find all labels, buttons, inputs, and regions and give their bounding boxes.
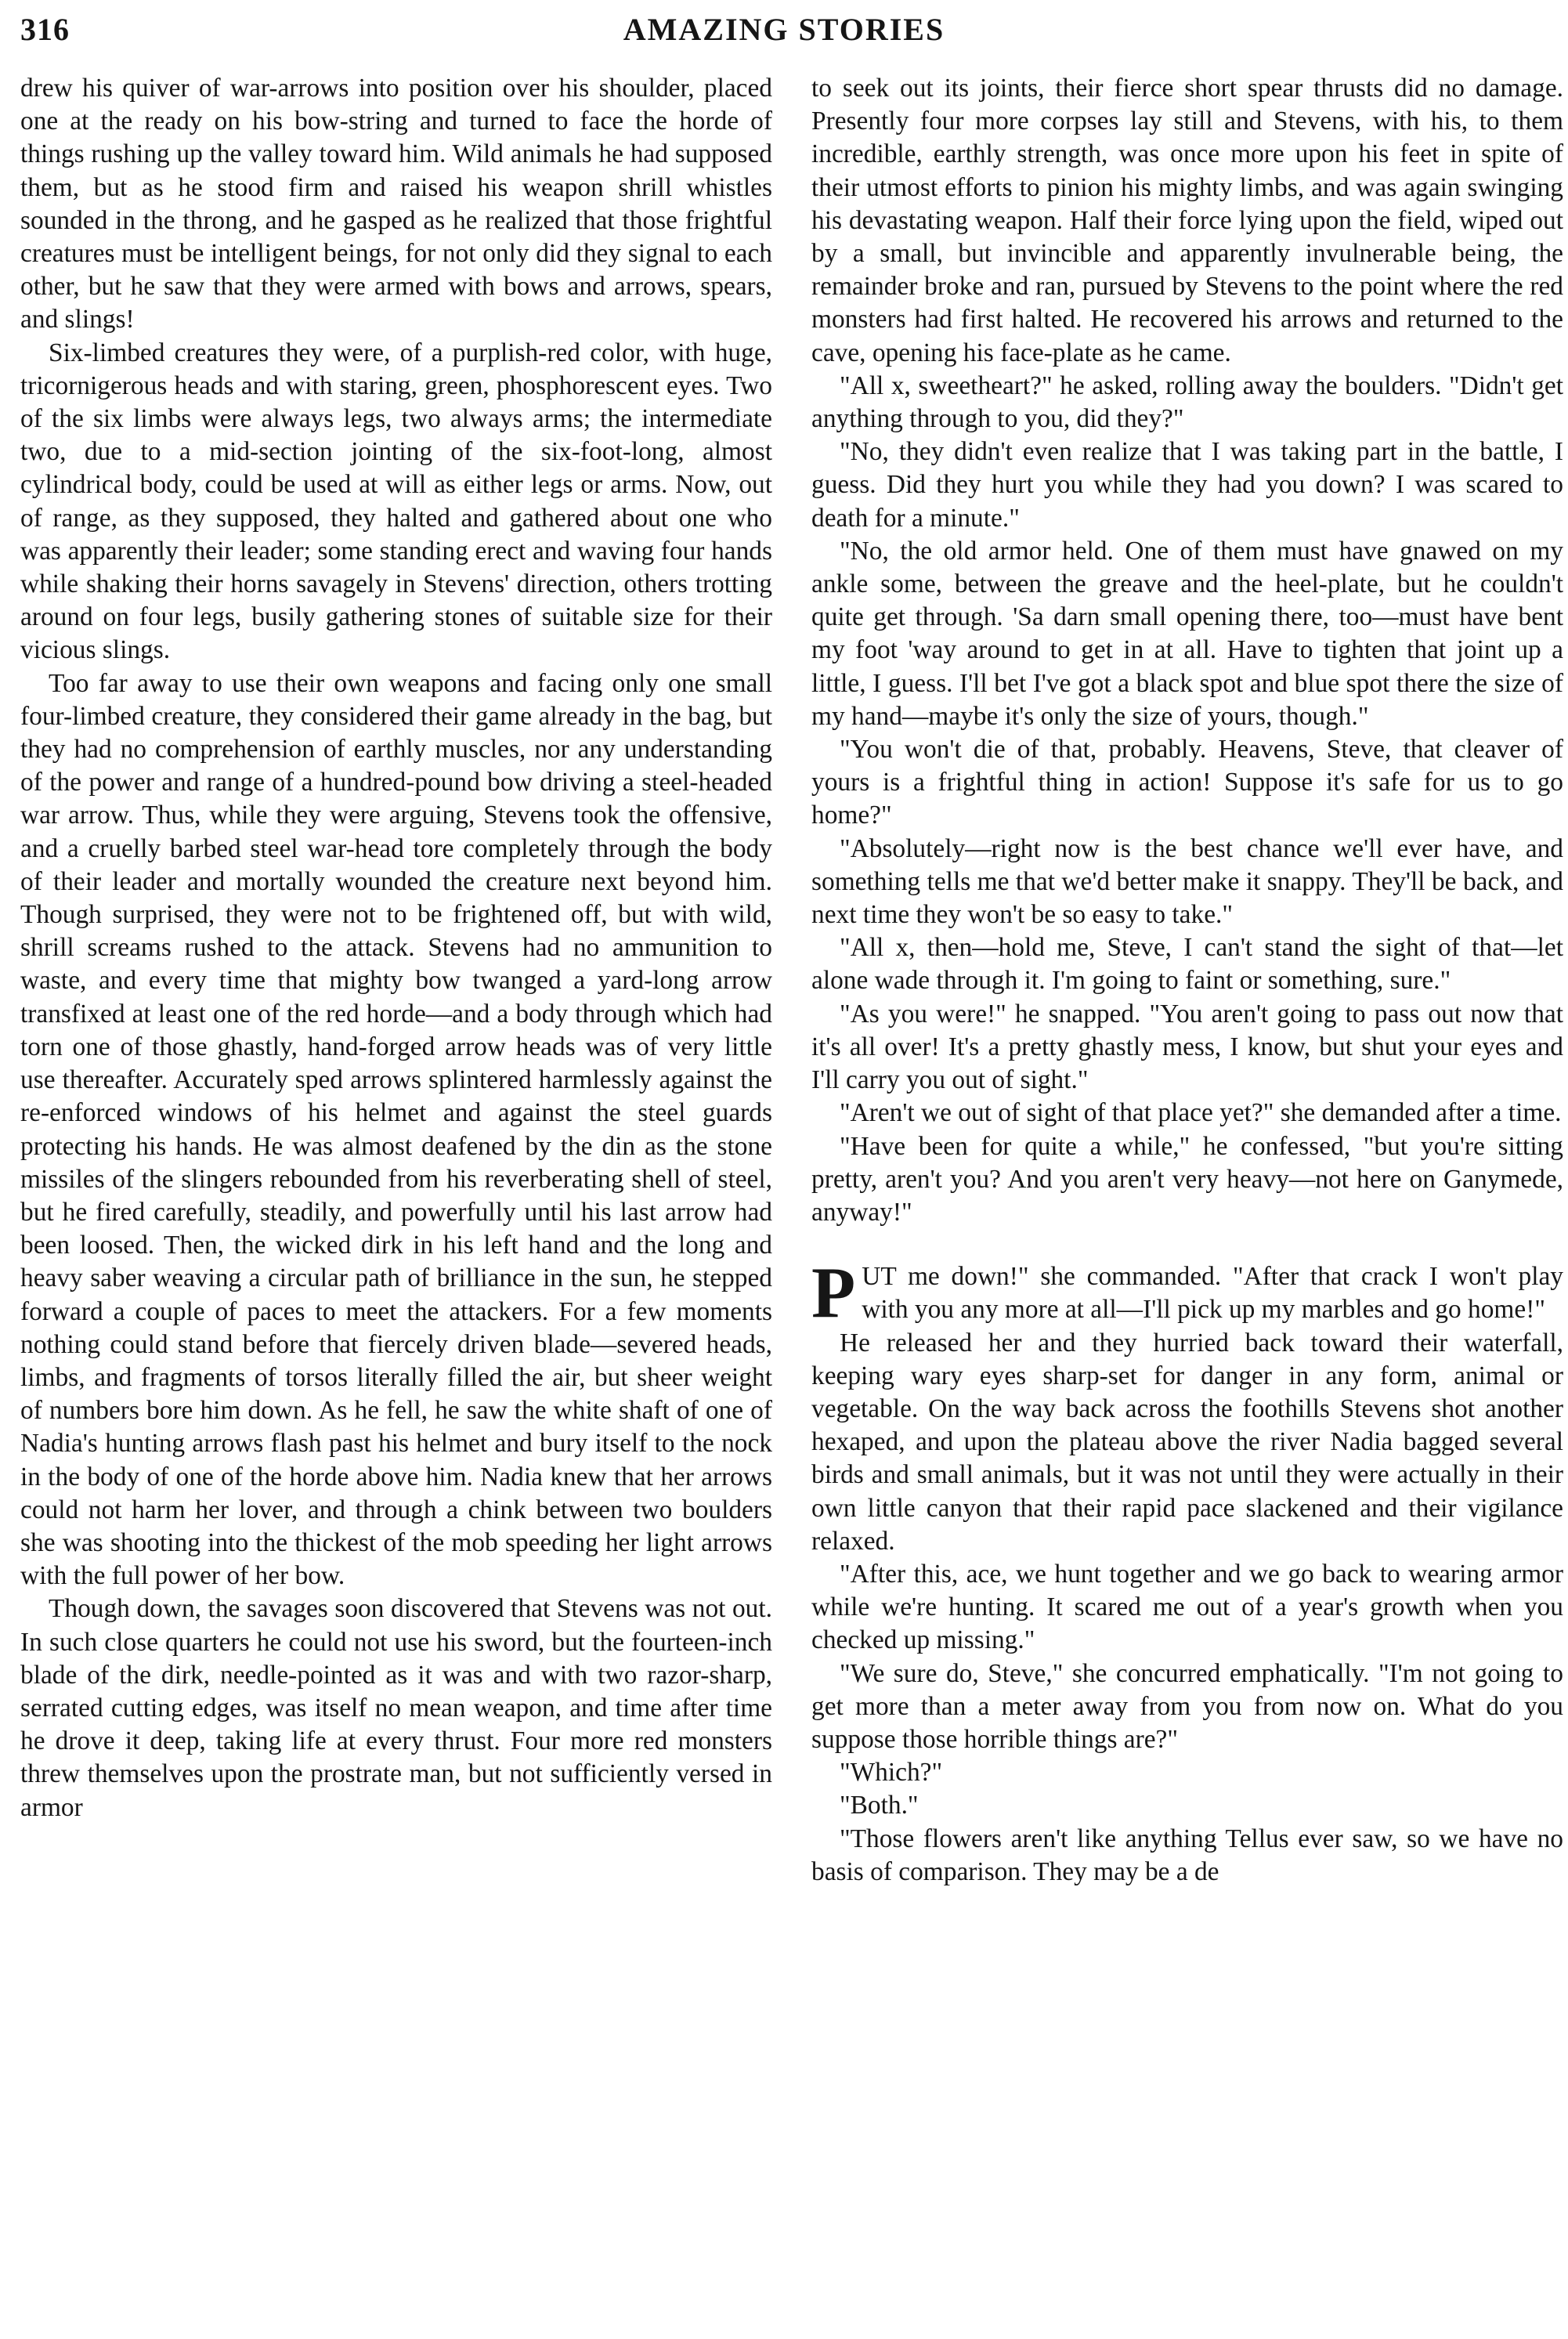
paragraph: "After this, ace, we hunt together and we go back to wearing armor while we're hunting. It scared me out of a year's growth when you checked up missing." [811,1559,1563,1655]
paragraph: Though down, the savages soon discovered that Stevens was not out. In such close quarters he could not use his sword, but the fourteen-inch blade of the dirk, needle-pointed as it was and with two razor-sharp, serrated cutting edges, was itself no mean weapon, and time after time he drove it deep, taking life at every thrust. Four more red monsters threw themselves upon the prostrate man, but not sufficiently versed in armor [20,1594,772,1822]
drop-cap-continuation: UT [862,1262,908,1292]
paragraph: "Have been for quite a while," he confessed, "but you're sitting pretty, aren't you? And you aren't very heavy—not here on Ganymede, anyway!" [811,1131,1563,1227]
paragraph: "No, the old armor held. One of them must have gnawed on my ankle some, between the greave and the heel-plate, but he couldn't quite get through. 'Sa darn small opening there, too—must have bent my foot 'way around to get in at all. Have to tighten that joint up a little, I guess. I'll bet I've got a black spot and blue spot there the size of my hand—maybe it's only the size of yours, though." [811,536,1563,731]
paragraph: Six-limbed creatures they were, of a purplish-red color, with huge, tricornigerous heads and with staring, green, phosphorescent eyes. Two of the six limbs were always legs, two always arms; the intermediate two, due to a mid-section jointing of the six-foot-long, almost cylindrical body, could be used at will as either legs or arms. Now, out of range, as they supposed, they halted and gathered about one who was apparently their leader; some standing erect and waving four hands while shaking their horns savagely in Stevens' direction, others trotting around on four legs, busily gathering stones of suitable size for their vicious slings. [20,338,772,665]
paragraph: "Which?" [840,1758,943,1788]
paragraph: to seek out its joints, their fierce short spear thrusts did no damage. Presently four more corpses lay still and Stevens, with his, to them incredible, earthly strength, was once more upon his feet in spite of their utmost efforts to pinion his mighty limbs, and was again swinging his devastating weapon. Half their force lying upon the field, wiped out by a small, but invincible and apparently invulnerable being, the remainder broke and ran, pursued by Stevens to the point where the red monsters had first halted. He recovered his arrows and returned to the cave, opening his face-plate as he came. [811,74,1563,367]
paragraph: "All x, then—hold me, Steve, I can't stand the sight of that—let alone wade through it. I'm going to faint or something, sure." [811,933,1563,996]
magazine-title: AMAZING STORIES [623,12,945,47]
page-header [20,5,1548,52]
section-start-paragraph [811,1253,1563,1333]
paragraph: "Aren't we out of sight of that place yet?" she demanded after a time. [840,1098,1562,1128]
paragraph: "Absolutely—right now is the best chance we'll ever have, and something tells me that we'd better make it snappy. They'll be back, and next time they won't be so easy to take." [811,833,1563,930]
drop-cap: P [811,1253,856,1333]
paragraph-text: me down!" she commanded. "After that crack I won't play with you any more at all—I'll pick up my marbles and go home!" [862,1262,1563,1325]
paragraph: Too far away to use their own weapons and facing only one small four-limbed creature, they considered their game already in the bag, but they had no comprehension of earthly muscles, nor any understanding of the power and range of a hundred-pound bow driving a steel-headed war arrow. Thus, while they were arguing, Stevens took the offensive, and a cruelly barbed steel war-head tore completely through the body of their leader and mortally wounded the creature next beyond him. Though surprised, they were not to be frightened off, but with wild, shrill screams rushed to the attack. Stevens had no ammunition to waste, and every time that mighty bow twanged a yard-long arrow transfixed at least one of the red horde—and a body through which had torn one of those ghastly, hand-forged arrow heads was of very little use thereafter. Accurately sped arrows splintered harmlessly against the re-enforced windows of his helmet and against the steel guards protecting his hands. He was almost deafened by the din as the stone missiles of the slingers rebounded from his reverberating shell of steel, but he fired carefully, steadily, and powerfully until his last arrow had been loosed. Then, the wicked dirk in his left hand and the long and heavy saber weaving a circular path of brilliance in the sun, he stepped forward a couple of paces to meet the attackers. For a few moments nothing could stand before that fiercely driven blade—severed heads, limbs, and fragments of torsos literally filled the air, but sheer weight of numbers bore him down. As he fell, he saw the white shaft of one of Nadia's hunting arrows flash past his helmet and bury itself to the nock in the body of one of the horde above him. Nadia knew that her arrows could not harm her lover, and through a chink between two boulders she was shooting into the thickest of the mob speeding her light arrows with the full power of her bow. [20,668,772,1591]
paragraph: "Both." [840,1791,919,1820]
page-number: 316 [20,12,70,47]
paragraph: "Those flowers aren't like anything Tellus ever saw, so we have no basis of comparison. They may be a de [811,1824,1563,1886]
paragraph: drew his quiver of war-arrows into position over his shoulder, placed one at the ready on his bow-string and turned to face the horde of things rushing up the valley toward him. Wild animals he had supposed them, but as he stood firm and raised his weapon shrill whistles sounded in the throng, and he gasped as he realized that those frightful creatures must be intelligent beings, for not only did they signal to each other, but he saw that they were armed with bows and arrows, spears, and slings! [20,74,772,334]
paragraph: "We sure do, Steve," she concurred emphatically. "I'm not going to get more than a meter away from you from now on. What do you suppose those horrible things are?" [811,1658,1563,1754]
paragraph: "As you were!" he snapped. "You aren't going to pass out now that it's all over! It's a pretty ghastly mess, I know, but shut your eyes and I'll carry you out of sight." [811,999,1563,1095]
paragraph: "No, they didn't even realize that I was taking part in the battle, I guess. Did they hurt you while they had you down? I was scared to death for a minute." [811,437,1563,533]
paragraph: "You won't die of that, probably. Heavens, Steve, that cleaver of yours is a frightful thing in action! Suppose it's safe for us to go home?" [811,735,1563,830]
right-column [811,72,1563,1889]
paragraph: He released her and they hurried back toward their waterfall, keeping wary eyes sharp-set for danger in any form, animal or vegetable. On the way back across the foothills Stevens shot another hexaped, and upon the plateau above the river Nadia bagged several birds and small animals, but it was not until they were actually in their own little canyon that their rapid pace slackened and their vigilance relaxed. [811,1328,1563,1556]
paragraph: "All x, sweetheart?" he asked, rolling away the boulders. "Didn't get anything through to you, did they?" [811,371,1563,434]
left-column [20,72,772,1824]
